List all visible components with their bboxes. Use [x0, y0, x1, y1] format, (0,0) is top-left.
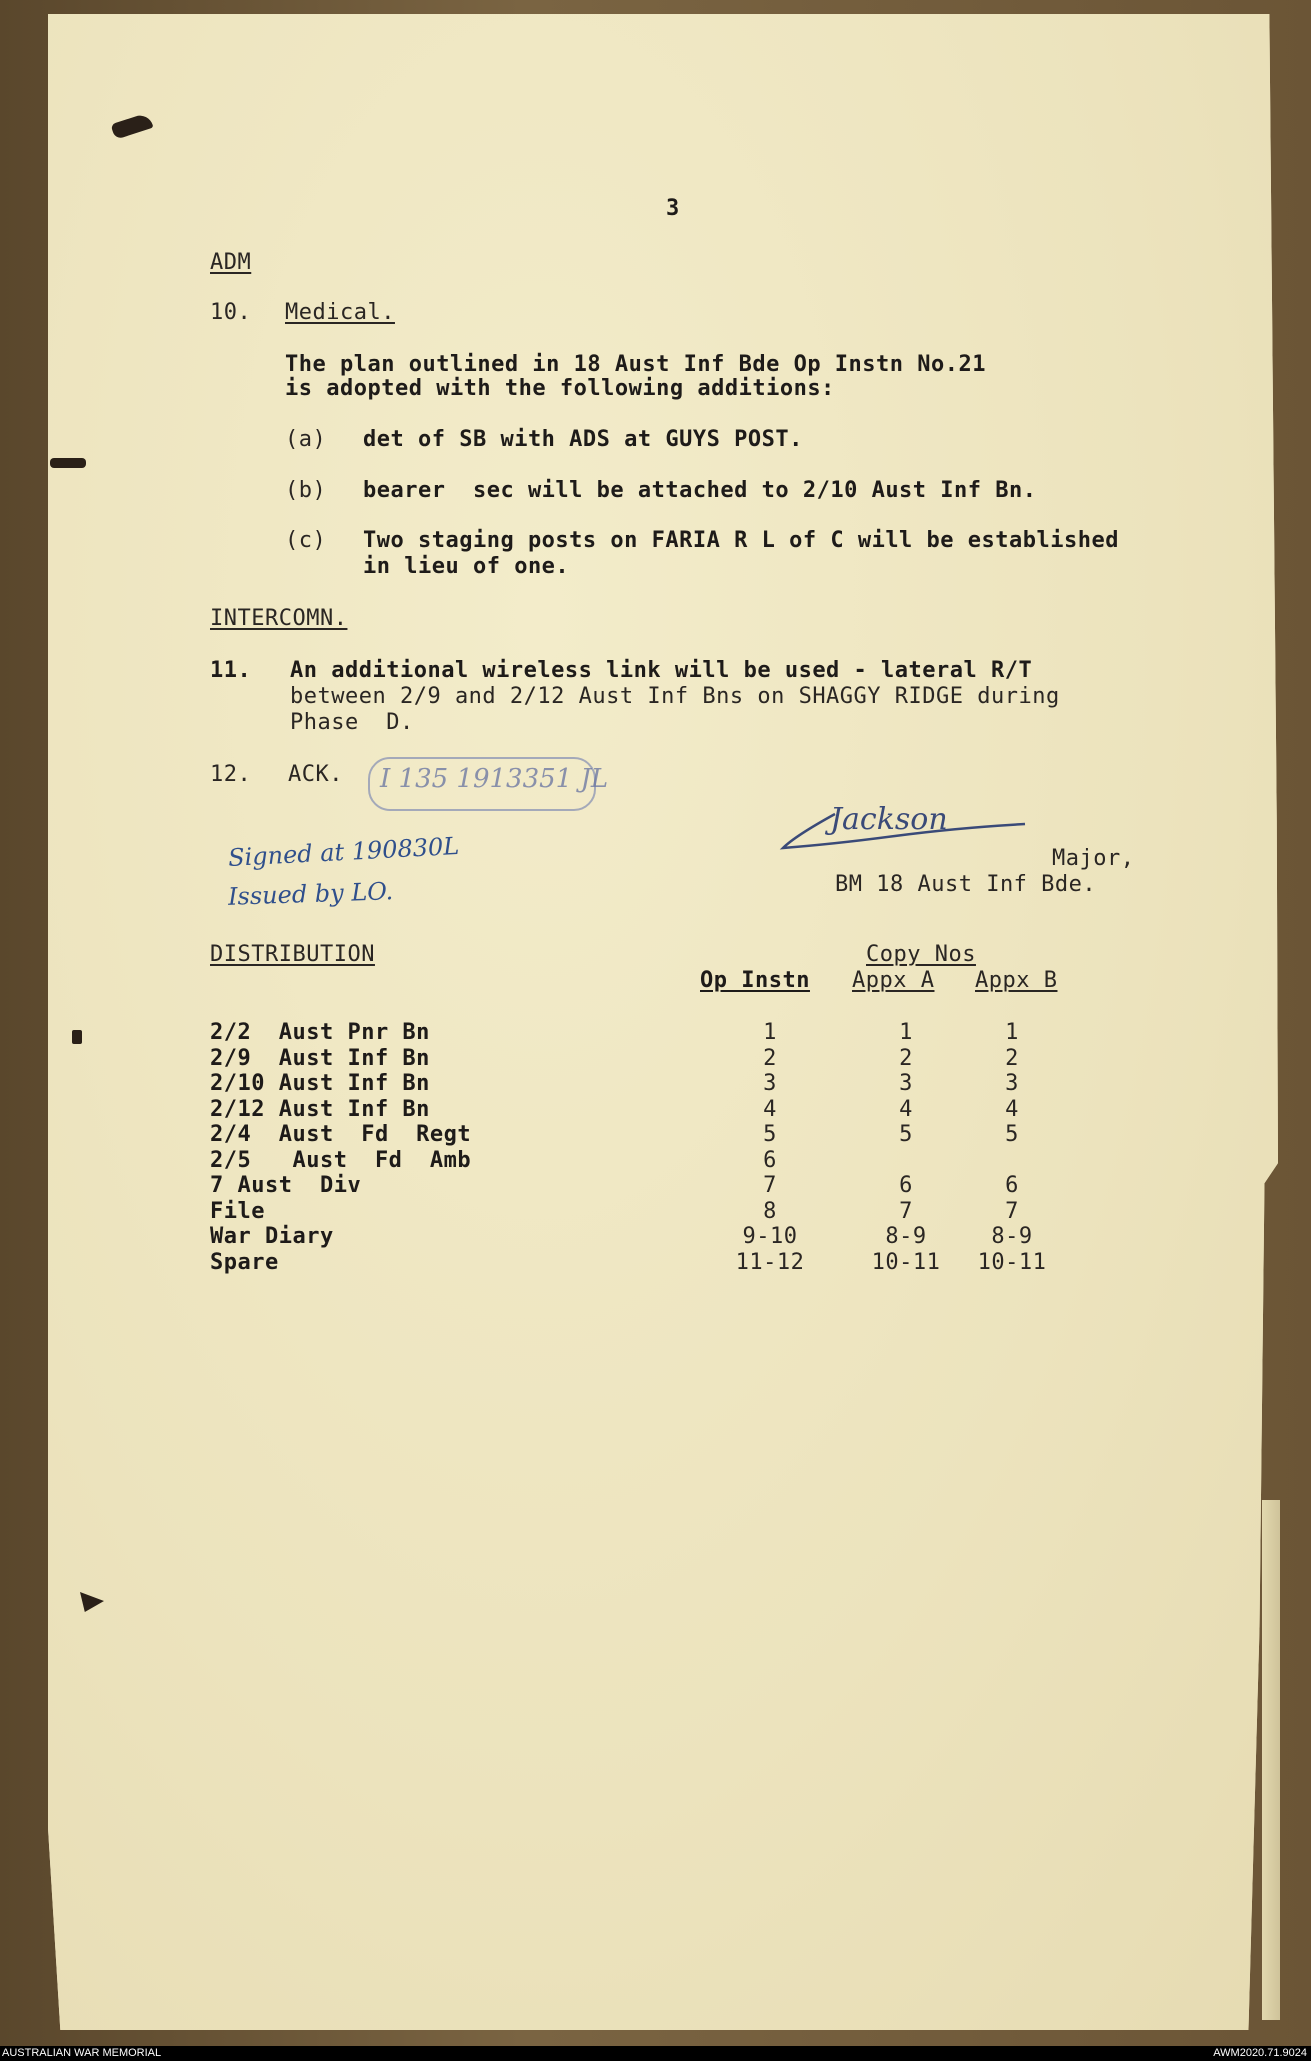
section-10-title: Medical. [285, 300, 395, 325]
punch-hole-mark [72, 1030, 82, 1044]
distribution-row-appx-a: 2 [899, 1045, 913, 1071]
section-11-line1: An additional wireless link will be used - lateral R/T [290, 658, 1033, 683]
section-10-text-line1: The plan outlined in 18 Aust Inf Bde Op Instn No.21 [285, 352, 987, 377]
archive-footer [0, 2046, 1311, 2061]
distribution-row-appx-a: 3 [899, 1071, 913, 1096]
item-a-text: det of SB with ADS at GUYS POST. [363, 427, 803, 452]
distribution-row-unit: 2/9 Aust Inf Bn [210, 1045, 430, 1071]
distribution-row-op-instn: 9-10 [742, 1224, 798, 1249]
signature-flourish [775, 806, 1035, 856]
footer-right: AWM2020.71.9024 [1213, 2047, 1307, 2059]
paper-edge [1262, 1500, 1280, 2020]
distribution-row-appx-b: 3 [1005, 1071, 1019, 1096]
distribution-row-unit: 2/4 Aust Fd Regt [210, 1122, 472, 1147]
distribution-row-op-instn: 2 [763, 1045, 777, 1071]
distribution-row-op-instn: 7 [763, 1173, 777, 1198]
section-12-text: ACK. [288, 762, 343, 787]
section-10-text-line2: is adopted with the following additions: [285, 376, 835, 401]
distribution-row-appx-b: 7 [1005, 1198, 1019, 1224]
paper-damage-middle [50, 458, 86, 468]
distribution-row-appx-b: 6 [1005, 1173, 1019, 1198]
distribution-row-appx-a: 10-11 [871, 1249, 941, 1275]
distribution-row-unit: 2/5 Aust Fd Amb [210, 1147, 472, 1173]
section-11-line2: between 2/9 and 2/12 Aust Inf Bns on SHAGGY RIDGE during [290, 684, 1060, 709]
distribution-row-appx-a: 5 [899, 1122, 913, 1147]
distribution-row-appx-a: 7 [899, 1198, 913, 1224]
distribution-row-unit: 2/12 Aust Inf Bn [210, 1096, 430, 1122]
section-12-number: 12. [210, 762, 252, 787]
distribution-row-unit: Spare [210, 1249, 279, 1275]
distribution-row-appx-b: 2 [1005, 1045, 1019, 1071]
intercomn-heading: INTERCOMN. [210, 606, 348, 631]
distribution-row-op-instn: 5 [763, 1122, 777, 1147]
distribution-row-appx-a: 8-9 [885, 1224, 927, 1249]
adm-heading: ADM [210, 250, 252, 275]
item-b-text: bearer sec will be attached to 2/10 Aust Inf Bn. [363, 478, 1037, 503]
distribution-row-appx-b: 1 [1005, 1020, 1019, 1045]
distribution-row-appx-b: 5 [1005, 1122, 1019, 1147]
distribution-row-op-instn: 11-12 [735, 1249, 805, 1275]
item-c-label: (c) [285, 528, 327, 553]
distribution-row-appx-b: 8-9 [991, 1224, 1033, 1249]
signature: Jackson [830, 802, 948, 837]
distribution-row-appx-a: 6 [899, 1173, 913, 1198]
file-reference-stamp: I 135 1913351 JL [380, 764, 609, 794]
distribution-row-unit: File [210, 1198, 265, 1224]
distribution-row-appx-a: 1 [899, 1020, 913, 1045]
page-number: 3 [666, 196, 680, 221]
footer-left: AUSTRALIAN WAR MEMORIAL [2, 2047, 162, 2059]
distribution-row-op-instn: 4 [763, 1096, 777, 1122]
handwritten-issued-note: Issued by LO. [227, 877, 394, 911]
section-11-line3: Phase D. [290, 710, 414, 735]
distribution-heading: DISTRIBUTION [210, 942, 375, 967]
signoff-rank: Major, [1052, 846, 1135, 871]
section-11-number: 11. [210, 658, 252, 683]
column-appx-b: Appx B [975, 968, 1058, 993]
column-op-instn: Op Instn [700, 968, 810, 993]
item-b-label: (b) [285, 478, 327, 503]
distribution-row-unit: 2/10 Aust Inf Bn [210, 1071, 430, 1096]
item-a-label: (a) [285, 427, 327, 452]
section-10-number: 10. [210, 300, 252, 325]
distribution-row-unit: War Diary [210, 1224, 334, 1249]
item-c-text: Two staging posts on FARIA R L of C will be established [363, 528, 1119, 553]
distribution-row-appx-b: 4 [1005, 1096, 1019, 1122]
item-c-text-line2: in lieu of one. [363, 554, 570, 579]
distribution-row-unit: 7 Aust Div [210, 1173, 362, 1198]
distribution-row-op-instn: 6 [763, 1147, 777, 1173]
signoff-appointment: BM 18 Aust Inf Bde. [835, 872, 1097, 897]
distribution-row-op-instn: 1 [763, 1020, 777, 1045]
distribution-row-appx-b: 10-11 [977, 1249, 1047, 1275]
distribution-row-appx-a: 4 [899, 1096, 913, 1122]
column-appx-a: Appx A [852, 968, 935, 993]
distribution-row-op-instn: 3 [763, 1071, 777, 1096]
distribution-row-unit: 2/2 Aust Pnr Bn [210, 1020, 430, 1045]
copy-nos-heading: Copy Nos [866, 942, 976, 967]
distribution-row-op-instn: 8 [763, 1198, 777, 1224]
handwritten-signed-note: Signed at 190830L [227, 831, 460, 873]
